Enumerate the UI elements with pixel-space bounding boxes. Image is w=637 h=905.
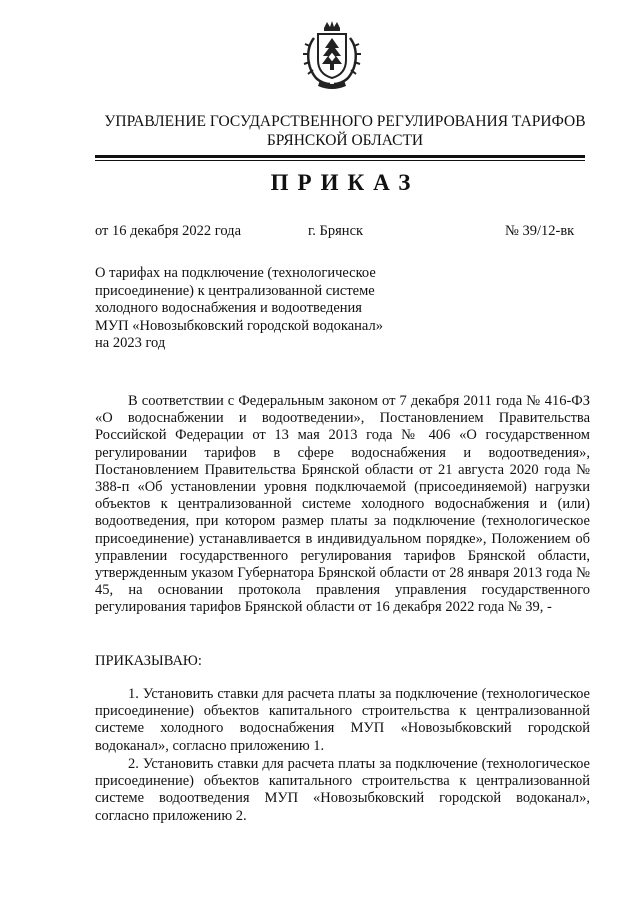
document-number: № 39/12-вк [505, 223, 575, 239]
document-date: от 16 декабря 2022 года [95, 223, 241, 239]
subject-line: холодного водоснабжения и водоотведения [95, 300, 362, 316]
document-type-title: ПРИКАЗ [270, 170, 420, 195]
subject-line: О тарифах на подключение (технологическое [95, 265, 376, 281]
subject-line: МУП «Новозыбковский городской водоканал» [95, 317, 383, 334]
organization-name [60, 112, 630, 150]
preamble-paragraph: В соответствии с Федеральным законом от 7 декабря 2011 года № 416-ФЗ «О водоснабжении и водоотведении», Постановлением Правительства Российской Федерации от 13 мая 2013 года № 406 «О государственном регулировании тарифов в сфере водоснабжения и водоотведения», Постановлением Правительства Брянской области от 21 августа 2020 года № 388-п «Об установлении уровня подключаемой (присоединяемой) нагрузки объектов к централизованной системе холодного водоснабжения и (или) водоотведения, при котором размер платы за подключение (технологическое присоединение) устанавливается в индивидуальном порядке», Положением об управлении государственного регулирования тарифов Брянской области, утвержденным указом Губернатора Брянской области от 28 января 2013 года № 45, на основании протокола правления управления государственного регулирования тарифов Брянской области от 16 декабря 2022 года № 39, - [95, 393, 590, 616]
subject-line: присоединение) к централизованной системе [95, 282, 375, 299]
bryansk-coat-of-arms-icon [298, 20, 366, 90]
organization-line-2: БРЯНСКОЙ ОБЛАСТИ [266, 132, 424, 149]
document-subject [95, 265, 415, 353]
order-item-2: 2. Установить ставки для расчета платы за подключение (технологическое присоединение) объектов капитального строительства к централизованной системе водоотведения МУП «Новозыбковский городской водоканал», согласно приложению 2. [95, 756, 590, 824]
subject-line: на 2023 год [95, 335, 166, 351]
header-rule-thin [95, 160, 585, 161]
header-rule-thick [95, 155, 585, 158]
order-word: ПРИКАЗЫВАЮ: [95, 653, 202, 669]
organization-line-1: УПРАВЛЕНИЕ ГОСУДАРСТВЕННОГО РЕГУЛИРОВАНИЯ ТАРИФОВ [104, 113, 586, 130]
document-city: г. Брянск [308, 223, 364, 239]
order-item-1: 1. Установить ставки для расчета платы за подключение (технологическое присоединение) объектов капитального строительства к централизованной системе холодного водоснабжения МУП «Новозыбковский городской водоканал», согласно приложению 1. [95, 686, 590, 754]
